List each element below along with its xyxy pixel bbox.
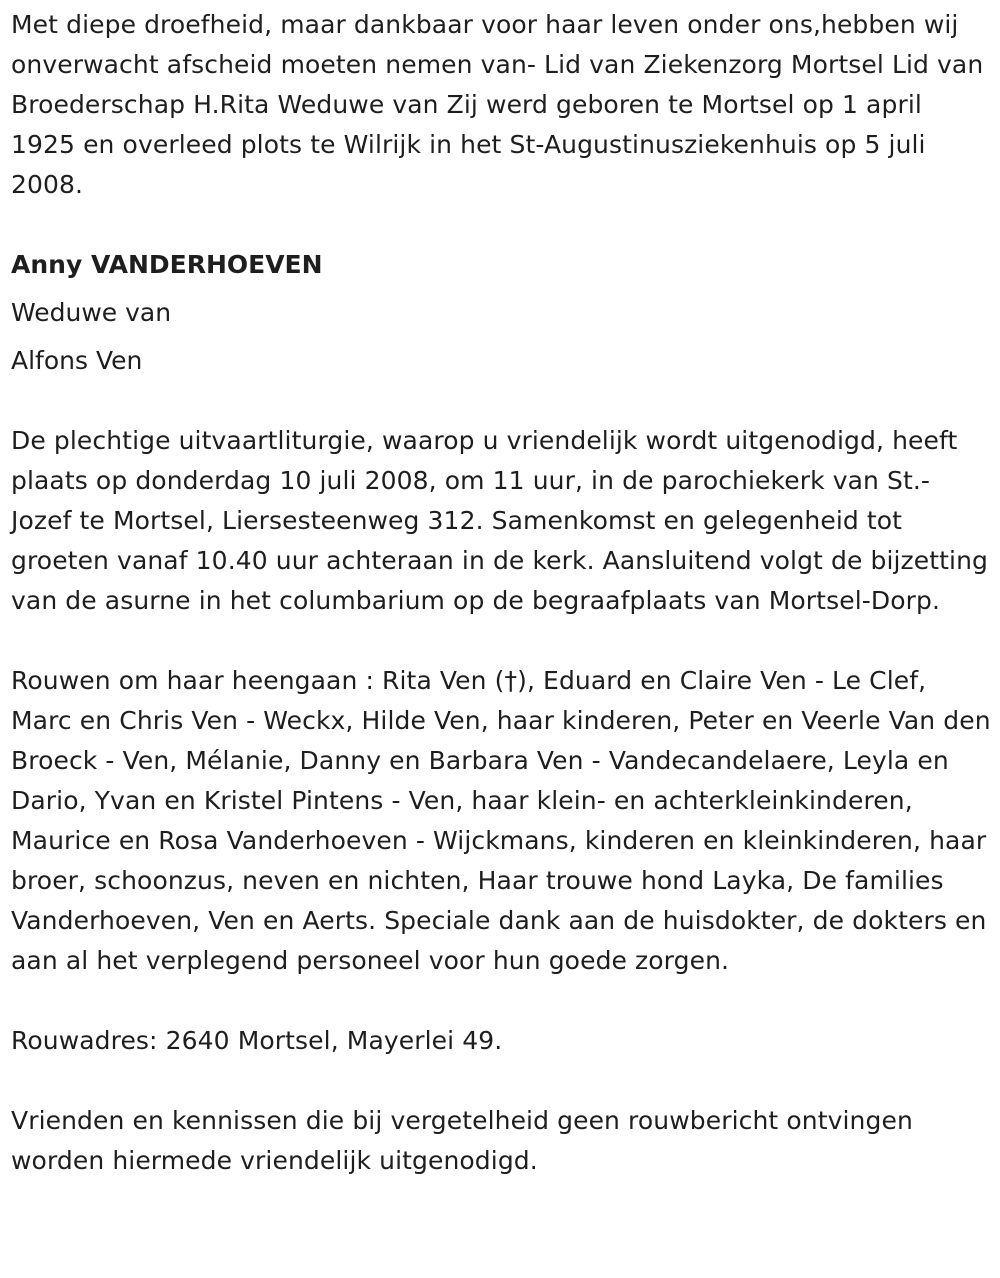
- mourners-paragraph: Rouwen om haar heengaan : Rita Ven (†), Eduard en Claire Ven - Le Clef, Marc en Chris Ven - Weckx, Hilde Ven, haar kinderen, Peter en Veerle Van den Broeck - Ven, Mélanie, Danny en Barbara Ven - Vandecandelaere, Leyla en Dario, Yvan en Kristel Pintens - Ven, haar klein- en achterkleinkinderen, Maurice en Rosa Vanderhoeven - Wijckmans, kinderen en kleinkinderen, haar broer, schoonzus, neven en nichten, Haar trouwe hond Layka, De families Vanderhoeven, Ven en Aerts. Speciale dank aan de huisdokter, de dokters en aan al het verplegend personeel voor hun goede zorgen.: [11, 666, 991, 975]
- deceased-name: Anny VANDERHOEVEN: [11, 250, 323, 279]
- mourning-address: Rouwadres: 2640 Mortsel, Mayerlei 49.: [11, 1026, 503, 1055]
- obituary-document: [11, 5, 991, 1181]
- funeral-paragraph: De plechtige uitvaartliturgie, waarop u vriendelijk wordt uitgenodigd, heeft plaats op donderdag 10 juli 2008, om 11 uur, in de parochiekerk van St.-Jozef te Mortsel, Liersesteenweg 312. Samenkomst en gelegenheid tot groeten vanaf 10.40 uur achteraan in de kerk. Aansluitend volgt de bijzetting van de asurne in het columbarium op de begraafplaats van Mortsel-Dorp.: [11, 426, 989, 615]
- spacer: [11, 381, 991, 421]
- spacer: [11, 1061, 991, 1101]
- spouse-name: Alfons Ven: [11, 346, 143, 375]
- spacer: [11, 621, 991, 661]
- widow-of-label: Weduwe van: [11, 298, 172, 327]
- closing-paragraph: Vrienden en kennissen die bij vergetelheid geen rouwbericht ontvingen worden hiermede vriendelijk uitgenodigd.: [11, 1106, 913, 1175]
- spacer: [11, 205, 991, 245]
- intro-paragraph: Met diepe droefheid, maar dankbaar voor haar leven onder ons,hebben wij onverwacht afscheid moeten nemen van- Lid van Ziekenzorg Mortsel Lid van Broederschap H.Rita Weduwe van Zij werd geboren te Mortsel op 1 april 1925 en overleed plots te Wilrijk in het St-Augustinusziekenhuis op 5 juli 2008.: [11, 10, 984, 199]
- spacer: [11, 981, 991, 1021]
